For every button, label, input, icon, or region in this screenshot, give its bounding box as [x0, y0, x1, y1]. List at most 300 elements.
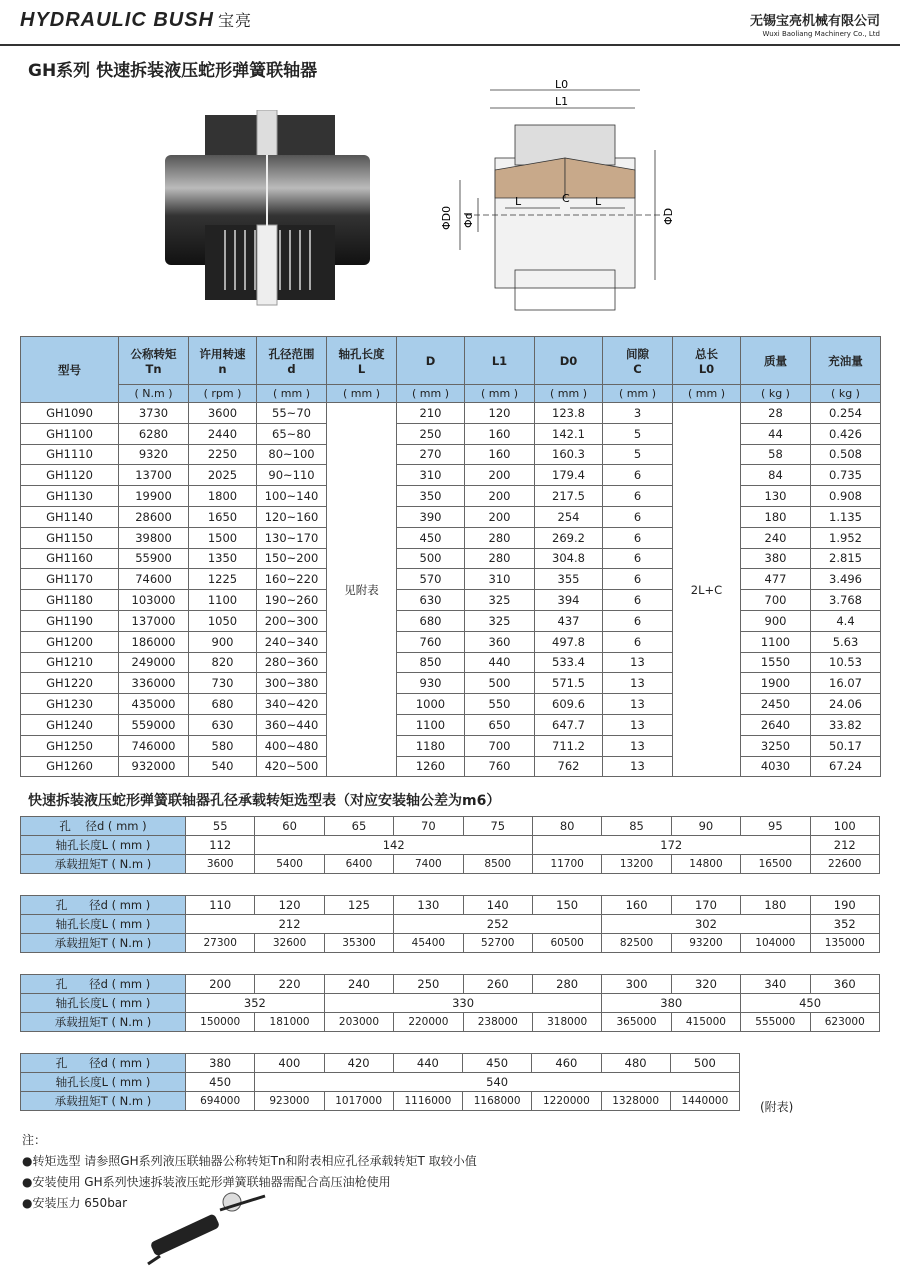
- table-cell: 130: [741, 486, 811, 507]
- table-cell: 10.53: [811, 652, 881, 673]
- table-cell: 1350: [189, 548, 257, 569]
- appendix-label: (附表): [760, 1100, 794, 1114]
- table-cell: 360~440: [257, 714, 327, 735]
- bore-cell: 240: [324, 975, 393, 994]
- table-cell: 13: [603, 714, 673, 735]
- col-unit-5: ( mm ): [397, 385, 465, 403]
- length-cell: 112: [186, 836, 255, 855]
- table-cell: 210: [397, 403, 465, 424]
- bore-cell: 150: [532, 896, 601, 915]
- table-cell: GH1110: [21, 444, 119, 465]
- selection-table-3: [20, 974, 880, 1032]
- table-cell: 760: [465, 756, 535, 777]
- dim-D0: ΦD0: [440, 205, 453, 230]
- col-header-3: 孔径范围 d: [257, 337, 327, 385]
- table-cell: 1650: [189, 506, 257, 527]
- table-cell: 200: [465, 465, 535, 486]
- table-cell: 647.7: [535, 714, 603, 735]
- table-cell: 5.63: [811, 631, 881, 652]
- table-cell: 900: [741, 610, 811, 631]
- torque-cell: 203000: [324, 1013, 393, 1032]
- length-cell: 352: [810, 915, 879, 934]
- table-cell: 67.24: [811, 756, 881, 777]
- torque-cell: 555000: [741, 1013, 810, 1032]
- page-header: [0, 0, 900, 46]
- table-cell: 13700: [119, 465, 189, 486]
- col-unit-7: ( mm ): [535, 385, 603, 403]
- table-cell: 355: [535, 569, 603, 590]
- table-row: [21, 610, 881, 631]
- table-cell: 1.135: [811, 506, 881, 527]
- table-cell: 13: [603, 652, 673, 673]
- torque-label: 承载扭矩T ( N.m ): [21, 855, 186, 874]
- table-cell: 3.768: [811, 590, 881, 611]
- company-en: Wuxi Baoliang Machinery Co., Ltd: [762, 30, 880, 38]
- table-cell: 200: [465, 486, 535, 507]
- length-label: 轴孔长度L ( mm ): [21, 1073, 186, 1092]
- page-title: GH系列 快速拆装液压蛇形弹簧联轴器: [28, 61, 318, 81]
- table-cell: 280: [465, 548, 535, 569]
- table-cell: 350: [397, 486, 465, 507]
- table-cell: 1550: [741, 652, 811, 673]
- table-cell: 2250: [189, 444, 257, 465]
- bore-cell: 260: [463, 975, 532, 994]
- length-cell: 302: [602, 915, 810, 934]
- table-cell: 5: [603, 444, 673, 465]
- table-cell: GH1220: [21, 673, 119, 694]
- length-label: 轴孔长度L ( mm ): [21, 994, 186, 1013]
- table-cell: 74600: [119, 569, 189, 590]
- bore-cell: 70: [394, 817, 463, 836]
- torque-cell: 238000: [463, 1013, 532, 1032]
- coupling-drawing: [420, 80, 680, 330]
- torque-cell: 27300: [186, 934, 255, 953]
- selection-table-1: [20, 816, 880, 874]
- table-cell: 420~500: [257, 756, 327, 777]
- bore-label: 孔 径d ( mm ): [21, 817, 186, 836]
- table-cell: 6: [603, 610, 673, 631]
- table-cell: 440: [465, 652, 535, 673]
- table-row: [21, 836, 880, 855]
- table-cell: 13: [603, 673, 673, 694]
- length-cell: 540: [255, 1073, 740, 1092]
- table-cell: 2025: [189, 465, 257, 486]
- dim-L1: L1: [555, 95, 569, 108]
- table-cell: 200: [465, 506, 535, 527]
- table-cell: 336000: [119, 673, 189, 694]
- torque-cell: 1116000: [393, 1092, 462, 1111]
- table-cell: 3: [603, 403, 673, 424]
- note-2: ●安装使用 GH系列快速拆装液压蛇形弹簧联轴器需配合高压油枪使用: [22, 1175, 391, 1189]
- torque-cell: 32600: [255, 934, 324, 953]
- table-cell: GH1120: [21, 465, 119, 486]
- bore-cell: 360: [810, 975, 879, 994]
- table-cell: 1500: [189, 527, 257, 548]
- table-row: [21, 444, 881, 465]
- table-cell: 240~340: [257, 631, 327, 652]
- table-cell: 850: [397, 652, 465, 673]
- table-cell: 1800: [189, 486, 257, 507]
- length-cell: 172: [532, 836, 810, 855]
- table-cell: 55900: [119, 548, 189, 569]
- torque-cell: 1168000: [463, 1092, 532, 1111]
- length-cell: 252: [394, 915, 602, 934]
- bore-cell: 380: [186, 1054, 255, 1073]
- bore-cell: 110: [186, 896, 255, 915]
- torque-cell: 16500: [741, 855, 810, 874]
- bore-cell: 200: [186, 975, 255, 994]
- table-row: [21, 714, 881, 735]
- table-cell: 13: [603, 735, 673, 756]
- table-cell: GH1240: [21, 714, 119, 735]
- torque-cell: 8500: [463, 855, 532, 874]
- table-cell: 435000: [119, 694, 189, 715]
- table-cell: 200~300: [257, 610, 327, 631]
- table-cell: 700: [741, 590, 811, 611]
- table-cell: 180: [741, 506, 811, 527]
- col-header-11: 充油量: [811, 337, 881, 385]
- table-cell: 6280: [119, 423, 189, 444]
- table-cell: GH1260: [21, 756, 119, 777]
- table-cell: 190~260: [257, 590, 327, 611]
- bore-cell: 140: [463, 896, 532, 915]
- table-cell: 160~220: [257, 569, 327, 590]
- table-cell: 130~170: [257, 527, 327, 548]
- torque-cell: 14800: [671, 855, 740, 874]
- torque-label: 承载扭矩T ( N.m ): [21, 1092, 186, 1111]
- bore-cell: 80: [532, 817, 601, 836]
- col-unit-4: ( mm ): [327, 385, 397, 403]
- dim-C: C: [562, 192, 570, 205]
- table-cell: 179.4: [535, 465, 603, 486]
- bore-cell: 180: [741, 896, 810, 915]
- bore-cell: 100: [810, 817, 879, 836]
- col-header-10: 质量: [741, 337, 811, 385]
- dim-d: Φd: [462, 212, 475, 228]
- torque-cell: 623000: [810, 1013, 879, 1032]
- table-cell: 58: [741, 444, 811, 465]
- torque-cell: 60500: [532, 934, 601, 953]
- table-row: [21, 1013, 880, 1032]
- table-cell: GH1200: [21, 631, 119, 652]
- table-cell: GH1090: [21, 403, 119, 424]
- company-cn: 无锡宝亮机械有限公司: [749, 14, 880, 29]
- bore-cell: 400: [255, 1054, 324, 1073]
- table-cell: 300~380: [257, 673, 327, 694]
- dim-L-left: L: [515, 195, 522, 208]
- col-header-4: 轴孔长度 L: [327, 337, 397, 385]
- torque-cell: 150000: [186, 1013, 255, 1032]
- table-cell: 580: [189, 735, 257, 756]
- table-cell: 390: [397, 506, 465, 527]
- table-cell: 380: [741, 548, 811, 569]
- table-cell: 932000: [119, 756, 189, 777]
- col-header-1: 公称转矩 Tn: [119, 337, 189, 385]
- selection-table-2: [20, 895, 880, 953]
- table-cell: 2640: [741, 714, 811, 735]
- table-cell: 2450: [741, 694, 811, 715]
- torque-cell: 35300: [324, 934, 393, 953]
- table-cell: 270: [397, 444, 465, 465]
- table-cell: 437: [535, 610, 603, 631]
- table-cell: 16.07: [811, 673, 881, 694]
- shaft-length-note: 见附表: [327, 403, 397, 777]
- table-row: [21, 1054, 740, 1073]
- table-cell: 310: [397, 465, 465, 486]
- table-cell: 55~70: [257, 403, 327, 424]
- table-cell: 6: [603, 548, 673, 569]
- table-cell: GH1100: [21, 423, 119, 444]
- table-cell: 680: [397, 610, 465, 631]
- table-cell: 33.82: [811, 714, 881, 735]
- table-row: [21, 423, 881, 444]
- table-cell: 1000: [397, 694, 465, 715]
- table-cell: 571.5: [535, 673, 603, 694]
- table-cell: 100~140: [257, 486, 327, 507]
- table-cell: 650: [465, 714, 535, 735]
- table-cell: 50.17: [811, 735, 881, 756]
- bore-label: 孔 径d ( mm ): [21, 1054, 186, 1073]
- table-row: [21, 673, 881, 694]
- bore-cell: 460: [532, 1054, 601, 1073]
- table-row: [21, 527, 881, 548]
- torque-cell: 5400: [255, 855, 324, 874]
- table-cell: 4030: [741, 756, 811, 777]
- table-cell: 340~420: [257, 694, 327, 715]
- bore-cell: 125: [324, 896, 393, 915]
- table-cell: 90~110: [257, 465, 327, 486]
- total-length-note: 2L+C: [673, 403, 741, 777]
- table-cell: 123.8: [535, 403, 603, 424]
- table-cell: 80~100: [257, 444, 327, 465]
- table-cell: 6: [603, 590, 673, 611]
- table-cell: 0.254: [811, 403, 881, 424]
- table-cell: 6: [603, 569, 673, 590]
- length-cell: 330: [324, 994, 602, 1013]
- bore-cell: 90: [671, 817, 740, 836]
- table-cell: 630: [189, 714, 257, 735]
- table-row: [21, 1073, 740, 1092]
- table-cell: 820: [189, 652, 257, 673]
- table-cell: GH1210: [21, 652, 119, 673]
- table-cell: 394: [535, 590, 603, 611]
- selection-table-title: 快速拆装液压蛇形弹簧联轴器孔径承载转矩选型表（对应安装轴公差为m6）: [28, 793, 501, 809]
- table-cell: 280~360: [257, 652, 327, 673]
- table-cell: GH1250: [21, 735, 119, 756]
- torque-cell: 13200: [602, 855, 671, 874]
- table-cell: 137000: [119, 610, 189, 631]
- table-cell: 477: [741, 569, 811, 590]
- notes-head: 注：: [22, 1133, 47, 1147]
- table-cell: 360: [465, 631, 535, 652]
- table-cell: 1050: [189, 610, 257, 631]
- col-header-7: D0: [535, 337, 603, 385]
- bore-cell: 340: [741, 975, 810, 994]
- table-row: [21, 855, 880, 874]
- torque-cell: 7400: [394, 855, 463, 874]
- torque-cell: 104000: [741, 934, 810, 953]
- torque-cell: 220000: [394, 1013, 463, 1032]
- table-cell: 120: [465, 403, 535, 424]
- table-cell: 44: [741, 423, 811, 444]
- table-cell: 760: [397, 631, 465, 652]
- bore-cell: 55: [186, 817, 255, 836]
- table-cell: 142.1: [535, 423, 603, 444]
- table-cell: 930: [397, 673, 465, 694]
- table-cell: 550: [465, 694, 535, 715]
- table-cell: 6: [603, 631, 673, 652]
- table-cell: 746000: [119, 735, 189, 756]
- col-unit-11: ( kg ): [811, 385, 881, 403]
- spec-table: [20, 336, 881, 777]
- torque-cell: 82500: [602, 934, 671, 953]
- torque-cell: 1440000: [670, 1092, 739, 1111]
- table-cell: 3730: [119, 403, 189, 424]
- bore-cell: 190: [810, 896, 879, 915]
- bore-cell: 420: [324, 1054, 393, 1073]
- table-row: [21, 548, 881, 569]
- table-cell: 1.952: [811, 527, 881, 548]
- table-row: [21, 652, 881, 673]
- torque-cell: 365000: [602, 1013, 671, 1032]
- table-cell: 249000: [119, 652, 189, 673]
- table-row: [21, 569, 881, 590]
- torque-cell: 45400: [394, 934, 463, 953]
- dim-L0: L0: [555, 80, 569, 91]
- table-cell: 5: [603, 423, 673, 444]
- table-cell: 700: [465, 735, 535, 756]
- table-cell: 1225: [189, 569, 257, 590]
- col-header-0: 型号: [21, 337, 119, 403]
- table-cell: 630: [397, 590, 465, 611]
- bore-cell: 95: [741, 817, 810, 836]
- table-cell: 6: [603, 465, 673, 486]
- length-label: 轴孔长度L ( mm ): [21, 915, 186, 934]
- length-cell: 212: [810, 836, 879, 855]
- table-row: [21, 590, 881, 611]
- table-cell: 304.8: [535, 548, 603, 569]
- torque-cell: 11700: [532, 855, 601, 874]
- torque-cell: 52700: [463, 934, 532, 953]
- length-label: 轴孔长度L ( mm ): [21, 836, 186, 855]
- col-unit-9: ( mm ): [673, 385, 741, 403]
- table-cell: 4.4: [811, 610, 881, 631]
- table-cell: 0.735: [811, 465, 881, 486]
- table-cell: 6: [603, 527, 673, 548]
- bore-cell: 480: [601, 1054, 670, 1073]
- table-cell: 533.4: [535, 652, 603, 673]
- table-cell: GH1140: [21, 506, 119, 527]
- selection-table-4: [20, 1053, 740, 1111]
- table-cell: 497.8: [535, 631, 603, 652]
- table-cell: 6: [603, 486, 673, 507]
- table-row: [21, 915, 880, 934]
- col-unit-8: ( mm ): [603, 385, 673, 403]
- bore-cell: 320: [671, 975, 740, 994]
- dim-D: ΦD: [662, 207, 675, 225]
- table-cell: GH1150: [21, 527, 119, 548]
- torque-cell: 6400: [324, 855, 393, 874]
- table-cell: 3600: [189, 403, 257, 424]
- table-cell: 400~480: [257, 735, 327, 756]
- logo-cn: 宝亮: [218, 13, 253, 30]
- col-unit-2: ( rpm ): [189, 385, 257, 403]
- torque-label: 承载扭矩T ( N.m ): [21, 934, 186, 953]
- torque-cell: 181000: [255, 1013, 324, 1032]
- table-cell: 250: [397, 423, 465, 444]
- torque-cell: 93200: [671, 934, 740, 953]
- logo-text: HYDRAULIC BUSH: [20, 9, 214, 31]
- col-header-6: L1: [465, 337, 535, 385]
- table-cell: 1900: [741, 673, 811, 694]
- table-cell: 160: [465, 423, 535, 444]
- table-cell: 160.3: [535, 444, 603, 465]
- table-cell: 103000: [119, 590, 189, 611]
- table-cell: 39800: [119, 527, 189, 548]
- table-cell: 730: [189, 673, 257, 694]
- table-cell: GH1180: [21, 590, 119, 611]
- table-cell: 280: [465, 527, 535, 548]
- table-row: [21, 817, 880, 836]
- dim-L-right: L: [595, 195, 602, 208]
- table-cell: 0.508: [811, 444, 881, 465]
- bore-cell: 170: [671, 896, 740, 915]
- table-cell: 3.496: [811, 569, 881, 590]
- col-unit-3: ( mm ): [257, 385, 327, 403]
- col-unit-1: ( N.m ): [119, 385, 189, 403]
- table-cell: 240: [741, 527, 811, 548]
- bore-cell: 280: [532, 975, 601, 994]
- col-header-9: 总长 L0: [673, 337, 741, 385]
- torque-cell: 694000: [186, 1092, 255, 1111]
- torque-cell: 1220000: [532, 1092, 601, 1111]
- table-cell: 9320: [119, 444, 189, 465]
- table-cell: 325: [465, 590, 535, 611]
- torque-cell: 135000: [810, 934, 879, 953]
- col-header-8: 间隙 C: [603, 337, 673, 385]
- bore-cell: 450: [463, 1054, 532, 1073]
- table-cell: 762: [535, 756, 603, 777]
- table-cell: 1180: [397, 735, 465, 756]
- table-row: [21, 1092, 740, 1111]
- torque-cell: 3600: [186, 855, 255, 874]
- table-cell: 500: [397, 548, 465, 569]
- table-cell: 1100: [189, 590, 257, 611]
- table-row: [21, 403, 881, 424]
- table-cell: GH1130: [21, 486, 119, 507]
- table-row: [21, 465, 881, 486]
- bore-label: 孔 径d ( mm ): [21, 975, 186, 994]
- table-cell: 500: [465, 673, 535, 694]
- bore-cell: 300: [602, 975, 671, 994]
- table-cell: 609.6: [535, 694, 603, 715]
- table-row: [21, 975, 880, 994]
- torque-cell: 1328000: [601, 1092, 670, 1111]
- table-cell: 325: [465, 610, 535, 631]
- bore-cell: 75: [463, 817, 532, 836]
- bore-cell: 500: [670, 1054, 739, 1073]
- table-cell: 310: [465, 569, 535, 590]
- length-cell: 142: [255, 836, 533, 855]
- table-cell: 13: [603, 756, 673, 777]
- table-cell: 217.5: [535, 486, 603, 507]
- torque-cell: 22600: [810, 855, 879, 874]
- table-row: [21, 896, 880, 915]
- table-cell: GH1230: [21, 694, 119, 715]
- bore-cell: 440: [393, 1054, 462, 1073]
- table-cell: 254: [535, 506, 603, 527]
- table-cell: 24.06: [811, 694, 881, 715]
